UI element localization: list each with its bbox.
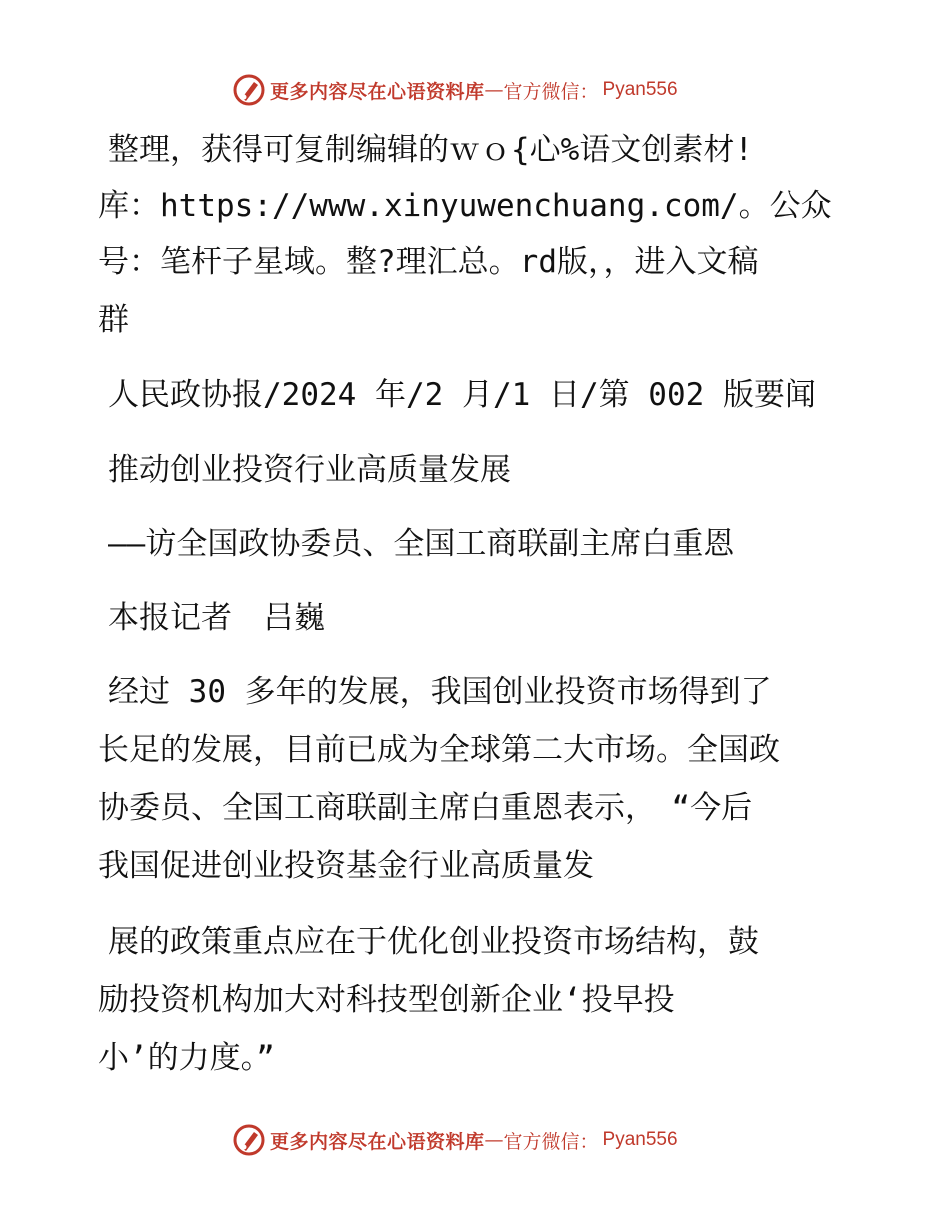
watermark-dash: — [484,79,504,101]
header-watermark [232,72,678,108]
watermark-title: 更多内容尽在心语资料库 [270,80,485,103]
article-byline: 本报记者 吕巍 [108,600,325,636]
pen-nib-icon [232,1123,266,1157]
watermark-wechat-label: 官方微信： [503,80,599,103]
watermark-wechat-handle: Pyan556 [602,79,678,100]
article-subtitle: ——访全国政协委员、全国工商联副主席白重恩 [108,526,735,562]
text-line-4: 群 [98,302,129,338]
article-title: 推动创业投资行业高质量发展 [108,452,511,488]
footer-watermark [232,1122,678,1158]
text-line-2: 库：https://www.xinyuwenchuang.com/。公众 [98,188,832,224]
paragraph-2-line-2: 励投资机构加大对科技型创新企业‘投早投 [98,982,675,1018]
paragraph-1-line-4: 我国促进创业投资基金行业高质量发 [98,848,594,884]
watermark-dash: — [484,1129,504,1151]
text-line-1: 整理，获得可复制编辑的ｗｏ{心%语文创素材! [108,132,753,168]
paragraph-2-line-1: 展的政策重点应在于优化创业投资市场结构，鼓 [108,924,759,960]
watermark-wechat-label: 官方微信： [503,1130,599,1153]
paragraph-2-line-3: 小’的力度。” [98,1040,275,1076]
paragraph-1-line-3: 协委员、全国工商联副主席白重恩表示， “今后 [98,790,753,826]
watermark-title: 更多内容尽在心语资料库 [270,1130,485,1153]
paragraph-1-line-1: 经过 30 多年的发展，我国创业投资市场得到了 [108,674,772,710]
pen-nib-icon [232,73,266,107]
text-line-3: 号：笔杆子星域。整?理汇总。rd版，，进入文稿 [98,244,759,280]
watermark-wechat-handle: Pyan556 [602,1129,678,1150]
article-source-line: 人民政协报/2024 年/2 月/1 日/第 002 版要闻 [108,377,816,413]
paragraph-1-line-2: 长足的发展，目前已成为全球第二大市场。全国政 [98,732,780,768]
